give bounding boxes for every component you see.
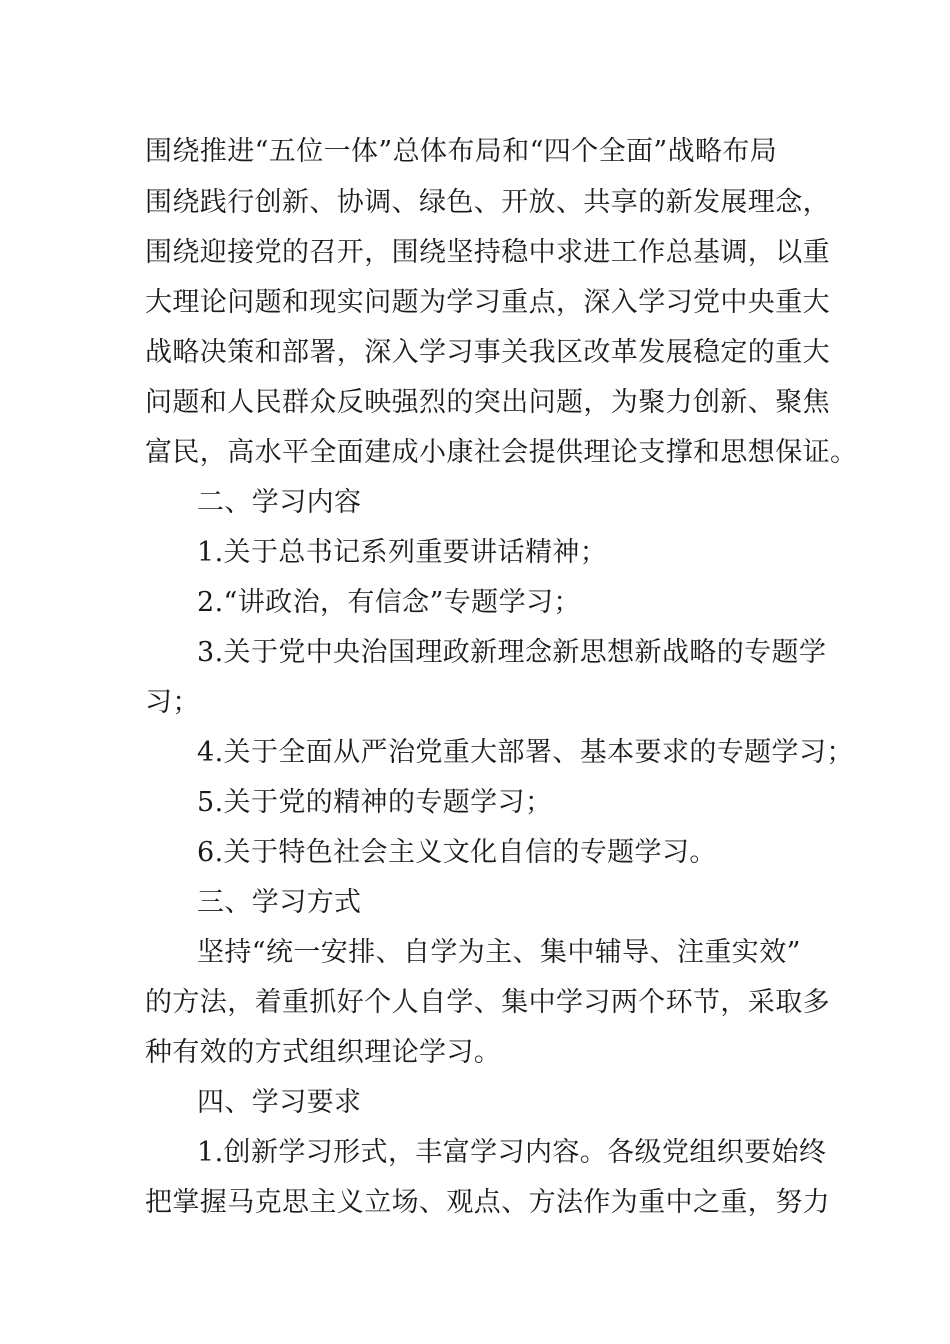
paragraph-line: 围绕推进“五位一体”总体布局和“四个全面”战略布局	[145, 136, 778, 167]
paragraph-line: 大理论问题和现实问题为学习重点，深入学习党中央重大	[145, 287, 830, 318]
paragraph-line: 种有效的方式组织理论学习。	[145, 1037, 502, 1068]
paragraph-line: 战略决策和部署，深入学习事关我区改革发展稳定的重大	[145, 337, 830, 368]
paragraph-line: 围绕迎接党的召开，围绕坚持稳中求进工作总基调，以重	[145, 237, 830, 268]
paragraph-line: 富民，高水平全面建成小康社会提供理论支撑和思想保证。	[145, 437, 858, 468]
list-item: 1.关于总书记系列重要讲话精神；	[197, 537, 608, 568]
list-item: 2.“讲政治，有信念”专题学习；	[197, 587, 581, 618]
list-item-continuation: 习；	[145, 687, 200, 718]
paragraph-line: 坚持“统一安排、自学为主、集中辅导、注重实效”	[197, 937, 801, 968]
section-heading: 二、学习内容	[197, 487, 362, 518]
paragraph-line: 围绕践行创新、协调、绿色、开放、共享的新发展理念，	[145, 187, 830, 218]
list-item: 3.关于党中央治国理政新理念新思想新战略的专题学	[197, 637, 827, 668]
section-heading: 四、学习要求	[197, 1087, 362, 1118]
paragraph-line: 问题和人民群众反映强烈的突出问题，为聚力创新、聚焦	[145, 387, 830, 418]
paragraph-line: 1.创新学习形式，丰富学习内容。各级党组织要始终	[197, 1137, 827, 1168]
list-item: 4.关于全面从严治党重大部署、基本要求的专题学习；	[197, 737, 854, 768]
list-item: 5.关于党的精神的专题学习；	[197, 787, 553, 818]
paragraph-line: 把掌握马克思主义立场、观点、方法作为重中之重，努力	[145, 1187, 830, 1218]
list-item: 6.关于特色社会主义文化自信的专题学习。	[197, 837, 717, 868]
section-heading: 三、学习方式	[197, 887, 362, 918]
paragraph-line: 的方法，着重抓好个人自学、集中学习两个环节，采取多	[145, 987, 830, 1018]
